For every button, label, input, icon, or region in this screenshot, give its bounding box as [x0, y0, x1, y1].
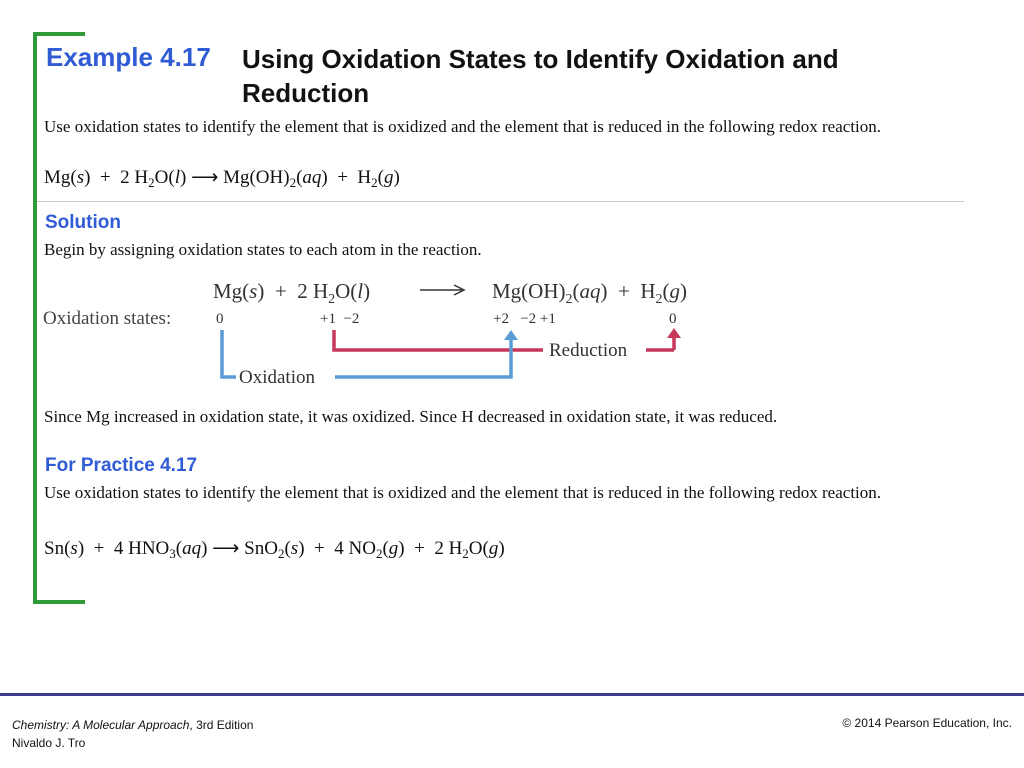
oxidation-states-label: Oxidation states: — [43, 308, 172, 329]
problem-equation: Mg(s) + 2 $H_2O(l)$ ⟶ $Mg(OH)_2(aq) + H_2(g)$ — [44, 167, 400, 190]
left-bracket-bottom — [33, 600, 85, 604]
diagram-products: $Mg(OH)_2(aq) + H_2(g)$ — [492, 279, 688, 307]
footer-edition: , 3rd Edition — [189, 718, 254, 732]
reduction-label: Reduction — [549, 340, 628, 361]
oxidation-line-left — [222, 330, 236, 377]
solution-heading: Solution — [45, 212, 121, 233]
footer-copyright: © 2014 Pearson Education, Inc. — [842, 716, 1012, 730]
divider — [37, 201, 964, 202]
oxidation-state-diagram — [40, 270, 740, 395]
oxidation-arrow-head — [504, 330, 518, 340]
practice-heading: For Practice 4.17 — [45, 455, 198, 476]
example-title: Using Oxidation States to Identify Oxidation and Reduction — [242, 44, 839, 108]
diagram-reactant-mg: Mg(s) + 2 $H_2O(l)$ — [213, 279, 371, 307]
problem-text: Use oxidation states to identify the element that is oxidized and the element that is reduced in the following redox reaction. — [44, 117, 882, 136]
oxidation-line — [335, 338, 511, 377]
practice-equation: Sn(s) + 4 $HNO_3(aq)$ ⟶ SnO$_2$(s) + 4 $NO_2(g) + 2$ $H_2O(g)$ — [44, 538, 505, 561]
reduction-arrow-head — [667, 328, 681, 338]
footer-citation — [12, 716, 253, 752]
left-bracket-top — [33, 32, 85, 36]
practice-text: Use oxidation states to identify the element that is oxidized and the element that is reduced in the following redox reaction. — [44, 483, 882, 502]
state-mgoh2: +2 −2 +1 — [493, 311, 556, 327]
footer-author: Nivaldo J. Tro — [12, 736, 86, 750]
state-mg: 0 — [216, 311, 224, 327]
state-h2: 0 — [669, 311, 677, 327]
state-h2o: +1 −2 — [320, 311, 360, 327]
example-label: Example 4.17 — [46, 42, 211, 72]
footer-book-title: Chemistry: A Molecular Approach — [12, 718, 190, 732]
solution-conclusion: Since Mg increased in oxidation state, it was oxidized. Since H decreased in oxidation state, it was reduced. — [44, 407, 778, 426]
solution-intro: Begin by assigning oxidation states to each atom in the reaction. — [44, 240, 482, 259]
left-bracket — [33, 32, 37, 604]
oxidation-label: Oxidation — [239, 367, 315, 388]
footer-rule — [0, 693, 1024, 696]
